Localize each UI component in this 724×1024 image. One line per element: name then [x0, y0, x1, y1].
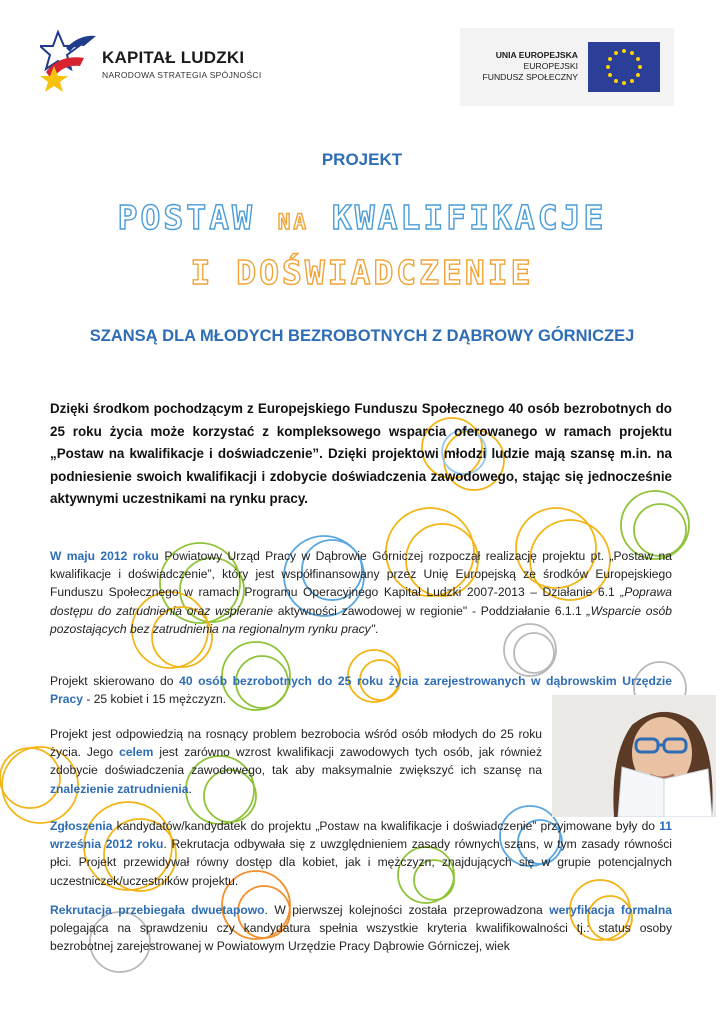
project-title-graphic	[0, 190, 724, 305]
kapital-ludzki-subtitle: NARODOWA STRATEGIA SPÓJNOŚCI	[102, 70, 262, 80]
paragraph-5	[50, 901, 672, 956]
text: kandydatów/kandydatek do projektu „Postaw na kwalifikacje i doświadczenie” przyjmowane były do	[112, 819, 660, 833]
text: - 25 kobiet i 15 mężczyzn.	[82, 692, 227, 707]
page-subtitle: SZANSĄ DLA MŁODYCH BEZROBOTNYCH Z DĄBROWY GÓRNICZEJ	[89, 327, 635, 345]
highlight: 11 września 2012 roku	[50, 819, 672, 852]
hero-line-1	[0, 198, 724, 237]
paragraph-3	[50, 725, 542, 798]
hero-word: NA	[277, 210, 310, 234]
kapital-ludzki-logo	[40, 28, 280, 94]
hero-word: KWALIFIKACJE	[331, 198, 607, 237]
text: polegająca na sprawdzeniu czy kandydatura spełnia wszystkie kryteria kwalifikowalności tj.: status osoby bezrobotnej zarejestrowanej w Powiatowym Urzędzie Pracy Dąbrowie Górniczej, wiek	[50, 921, 672, 954]
projekt-label: PROJEKT	[321, 150, 403, 169]
woman-reading-photo-icon	[552, 695, 716, 817]
highlight: celem	[119, 745, 154, 760]
star-swoosh-logo-icon	[40, 28, 98, 92]
eu-line-3: FUNDUSZ SPOŁECZNY	[482, 72, 578, 82]
text: aktywności zawodowej w regionie" - Poddziałanie 6.1.1	[272, 603, 587, 618]
text: .	[188, 781, 192, 796]
eu-text	[483, 50, 579, 83]
text: .	[374, 621, 379, 636]
eu-fund-logo	[460, 28, 674, 106]
highlight: Rekrutacja przebiegała dwuetapowo	[50, 903, 265, 917]
hero-word: DOŚWIADCZENIE	[236, 253, 534, 292]
highlight: W maju 2012 roku	[50, 549, 159, 563]
eu-stars-icon	[588, 42, 660, 92]
eu-line-2: EUROPEJSKI	[523, 61, 578, 71]
kapital-ludzki-title: KAPITAŁ LUDZKI	[102, 48, 245, 67]
highlight: Zgłoszenia	[50, 819, 113, 833]
text: Projekt skierowano do	[50, 674, 180, 688]
photo-illustration	[552, 695, 716, 817]
highlight: weryfikacja formalna	[549, 903, 672, 917]
text: Powiatowy Urząd Pracy w Dąbrowie Górniczej rozpoczął realizację projektu pt. „Postaw na kwalifikacje i doświadczenie”, który jest współfinansowany przez Unię Europejską ze środków Europejskiego Funduszu Społecznego w ramach Programu Operacyjnego Kapitał Ludzki 2007-2013 – Działanie 6.1	[50, 549, 672, 600]
italic-text: „Wsparcie osób pozostających bez zatrudnienia na regionalnym rynku pracy"	[50, 603, 672, 636]
eu-flag-icon	[588, 42, 660, 92]
hero-word: I	[190, 253, 214, 292]
text: Projekt jest odpowiedzią na rosnący problem bezrobocia wśród osób młodych do 25 roku życia. Jego	[50, 727, 542, 760]
lead-paragraph: Dzięki środkom pochodzącym z Europejskiego Funduszu Społecznego 40 osób bezrobotnych do 25 roku życia może korzystać z kompleksowego wsparcia oferowanego w ramach projektu „Postaw na kwalifikacje i doświadczenie”. Dzięki projektowi młodzi ludzie mają szansę m.in. na podniesienie swoich kwalifikacji i zdobycie doświadczenia zawodowego, stając się jednocześnie aktywnymi uczestnikami na rynku pracy.	[50, 401, 672, 507]
circle-ring	[514, 633, 554, 673]
hero-line-2	[0, 253, 724, 292]
text: . W pierwszej kolejności została przeprowadzona	[264, 903, 550, 917]
hero-word: POSTAW	[117, 198, 255, 237]
text: jest zarówno wzrost kwalifikacji zawodowych tych osób, jak również zdobycie doświadczenia zawodowego, tak aby maksymalnie zwiększyć ich szansę na	[50, 745, 542, 778]
highlight: znalezienie zatrudnienia	[50, 781, 189, 796]
italic-text: „Poprawa dostępu do zatrudnienia oraz wspieranie	[50, 585, 672, 618]
paragraph-4	[50, 817, 672, 890]
eu-line-1: UNIA EUROPEJSKA	[495, 50, 578, 60]
highlight: 40 osób bezrobotnych do 25 roku życia zarejestrowanych w dąbrowskim Urzędzie Pracy	[50, 674, 673, 707]
text: . Rekrutacja odbywała się z uwzględnieniem zasady równych szans, w tym zasady równości płci. Projekt przewidywał równy dostęp dla kobiet, jak i mężczyzn, znajdujących się w grupie potencjalnych uczestniczek/uczestników projektu.	[50, 837, 672, 888]
paragraph-1	[50, 547, 672, 638]
